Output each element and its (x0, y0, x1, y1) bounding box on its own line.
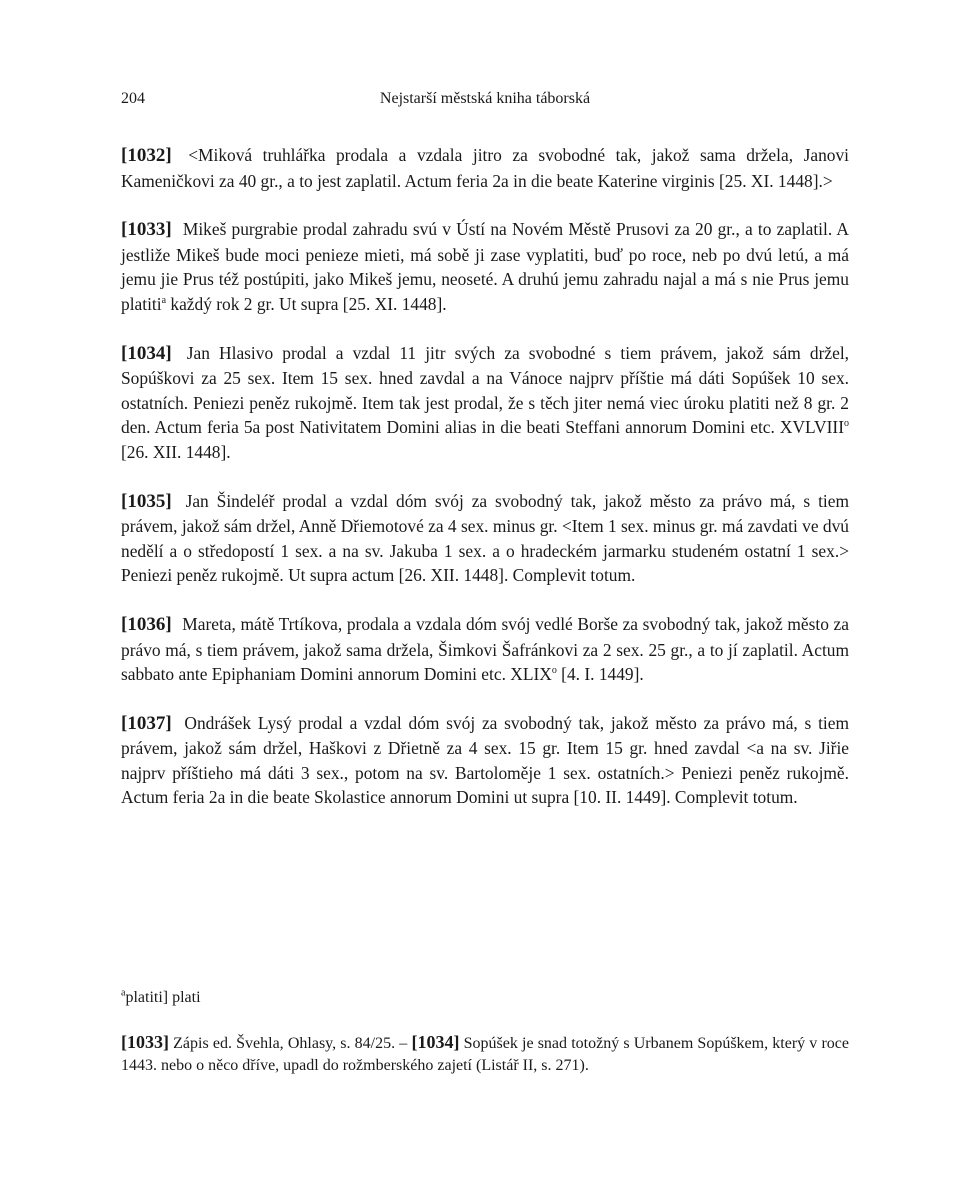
footnotes-section (121, 987, 849, 1077)
entry-number: [1035] (121, 490, 172, 512)
entry-text: Ondrášek Lysý prodal a vzdal dóm svój za svobodný tak, jakož město za právo má, s tiem právem, jakož sám držel, Haškovi z Dřietně za 4 sex. 15 gr. Item 15 gr. hned zavdal <a na sv. Jiřie najprv příštieho má dáti 3 sex., potom na sv. Bartoloměje 1 sex. ostatních.> Peniezi peněz rukojmě. Actum feria 2a in die beate Skolastice annorum Domini ut supra [10. II. 1449]. Complevit totum. (121, 712, 849, 808)
commentary-notes (121, 1031, 849, 1077)
entry-text-continued: [4. I. 1449]. (556, 664, 644, 685)
entry-number: [1033] (121, 219, 172, 241)
entry-number: [1032] (121, 145, 172, 166)
entry-1036 (121, 612, 849, 687)
superscript-mark: o (844, 418, 849, 430)
footnote-text: platiti] plati (125, 989, 201, 1006)
commentary-ref-1033: [1033] (121, 1032, 169, 1052)
commentary-text-1034: Sopúšek je snad totožný s Urbanem Sopúškem, který v roce 1443. nebo o něco dříve, upadl do rožmberského zajetí (Listář II, s. 271). (121, 1035, 849, 1074)
entry-1037 (121, 711, 849, 810)
page-number: 204 (121, 90, 145, 107)
entry-text-continued: [26. XII. 1448]. (121, 441, 231, 462)
entry-1033 (121, 217, 849, 316)
entry-number: [1034] (121, 342, 172, 364)
footnote-mark: a (161, 295, 167, 307)
footnote-a (121, 987, 849, 1009)
commentary-text-1033: Zápis ed. Švehla, Ohlasy, s. 84/25. – (169, 1035, 412, 1052)
entry-text: <Miková truhlářka prodala a vzdala jitro za svobodné tak, jakož sama držela, Janovi Kameničkovi za 40 gr., a to jest zaplatil. Actum feria 2a in die beate Katerine virginis [25. XI. 1448].> (121, 145, 849, 191)
entry-1035 (121, 489, 849, 588)
superscript-mark: o (551, 665, 557, 677)
entries-list (121, 143, 849, 834)
entry-number: [1037] (121, 712, 172, 734)
entry-text: Jan Šindeléř prodal a vzdal dóm svój za svobodný tak, jakož město za právo má, s tiem právem, jakož sám držel, Anně Dřiemotové za 4 sex. minus gr. <Item 1 sex. minus gr. má zavdati ve dvú nedělí a o středopostí 1 sex. a na sv. Jakuba 1 sex. a o hradeckém jarmarku studeném ostatní 1 sex.> Peniezi peněz rukojmě. Ut supra actum [26. XII. 1448]. Complevit totum. (121, 490, 849, 586)
entry-text: Mareta, mátě Trtíkova, prodala a vzdala dóm svój vedlé Borše za svobodný tak, jakož město za právo má, s tiem právem, jakož sama držela, Šimkovi Šafránkovi za 2 sex. 25 gr., a to jí zaplatil. Actum sabbato ante Epiphaniam Domini annorum Domini etc. XLIX (121, 613, 849, 685)
entry-text: Mikeš purgrabie prodal zahradu svú v Ústí na Novém Městě Prusovi za 20 gr., a to zaplatil. A jestliže Mikeš bude moci penieze mieti, má sobě ji zase vyplatiti, buď po roce, neb po dvú letú, a má jemu jie Prus též postúpiti, jako Mikeš jemu, neoseté. A druhú jemu zahradu najal a má s nie Prus jemu platiti (121, 219, 849, 314)
entry-text-continued: každý rok 2 gr. Ut supra [25. XI. 1448]. (166, 293, 447, 314)
entry-1034 (121, 341, 849, 465)
running-head (121, 90, 849, 114)
entry-text: Jan Hlasivo prodal a vzdal 11 jitr svých za svobodné s tiem právem, jakož sám držel, Sopúškovi za 25 sex. Item 15 sex. hned zavdal a na Vánoce najprv příštie má dáti Sopúšek 10 sex. ostatních. Peniezi peněz rukojmě. Item tak jest prodal, že s těch jiter nemá viec úroku platiti než 8 gr. 2 den. Actum feria 5a post Nativitatem Domini alias in die beati Steffani annorum Domini etc. XVLVIII (121, 342, 849, 438)
entry-number: [1036] (121, 613, 172, 635)
footnote-mark: a (121, 987, 126, 999)
book-title: Nejstarší městská kniha táborská (379, 90, 591, 107)
entry-1032 (121, 143, 849, 193)
commentary-ref-1034: [1034] (411, 1032, 460, 1052)
